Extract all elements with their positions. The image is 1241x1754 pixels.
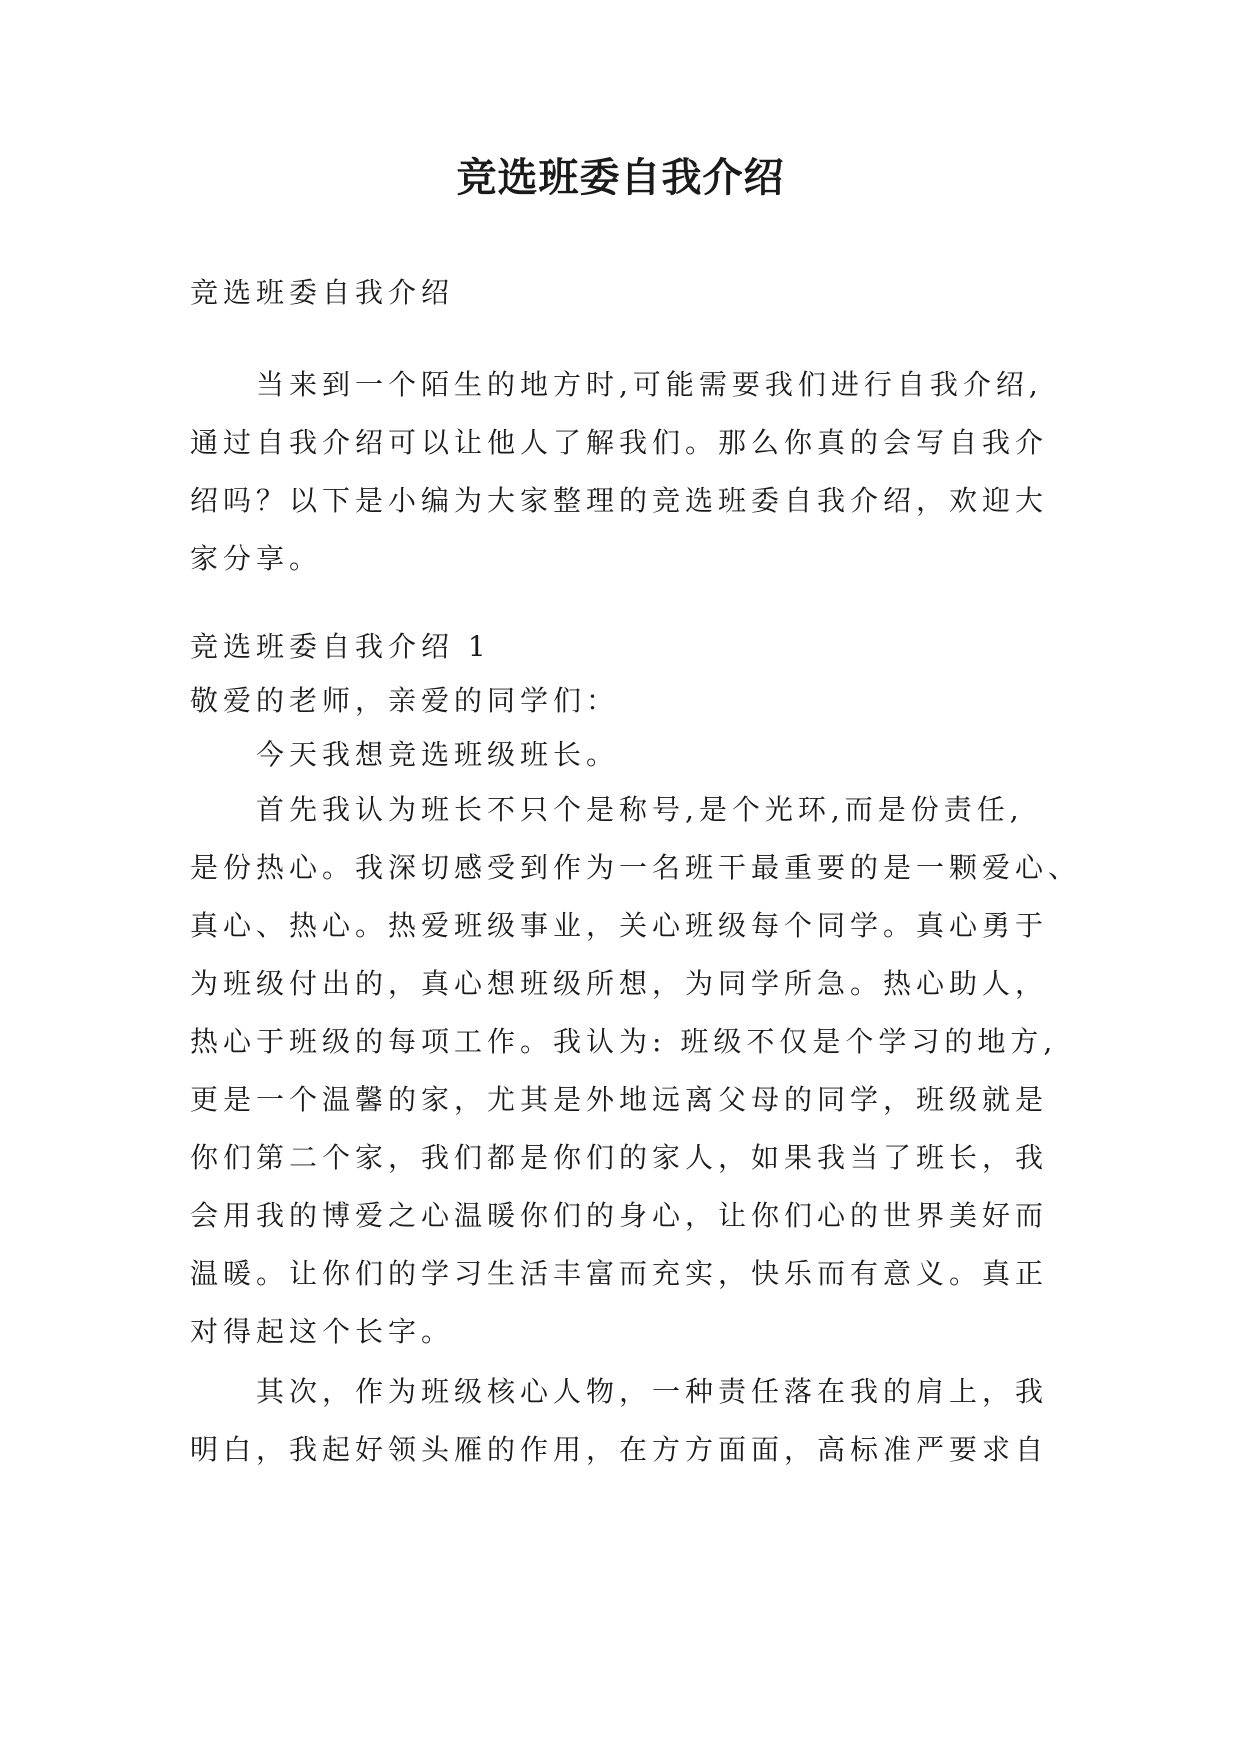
paragraph-line: 你们第二个家，我们都是你们的家人，如果我当了班长，我 (190, 1141, 1049, 1174)
intro-line: 家分享。 (190, 542, 323, 575)
intro-line: 绍吗？以下是小编为大家整理的竞选班委自我介绍，欢迎大 (190, 484, 1049, 517)
paragraph-line: 明白，我起好领头雁的作用，在方方面面，高标准严要求自 (190, 1433, 1049, 1466)
paragraph-line: 对得起这个长字。 (190, 1315, 455, 1348)
paragraph-line: 为班级付出的，真心想班级所想，为同学所急。热心助人， (190, 967, 1049, 1000)
paragraph-line: 其次，作为班级核心人物，一种责任落在我的肩上，我 (256, 1375, 1049, 1408)
intro-paragraph (190, 356, 1050, 588)
paragraph-line: 热心于班级的每项工作。我认为: 班级不仅是个学习的地方, (190, 1025, 1058, 1058)
body-paragraph-1: 今天我想竞选班级班长。 (256, 738, 620, 771)
paragraph-line: 首先我认为班长不只个是称号,是个光环,而是份责任, (256, 793, 1024, 826)
intro-line: 当来到一个陌生的地方时,可能需要我们进行自我介绍, (256, 368, 1043, 401)
document-subtitle: 竞选班委自我介绍 (190, 276, 455, 309)
section-heading: 竞选班委自我介绍 1 (190, 630, 491, 663)
paragraph-line: 温暖。让你们的学习生活丰富而充实，快乐而有意义。真正 (190, 1257, 1049, 1290)
intro-line: 通过自我介绍可以让他人了解我们。那么你真的会写自我介 (190, 426, 1049, 459)
paragraph-line: 更是一个温馨的家，尤其是外地远离父母的同学，班级就是 (190, 1083, 1049, 1116)
paragraph-line: 真心、热心。热爱班级事业，关心班级每个同学。真心勇于 (190, 909, 1049, 942)
paragraph-line: 会用我的博爱之心温暖你们的身心，让你们心的世界美好而 (190, 1199, 1049, 1232)
paragraph-line: 是份热心。我深切感受到作为一名班干最重要的是一颗爱心、 (190, 851, 1082, 884)
body-paragraph-3 (190, 1363, 1050, 1479)
body-paragraph-2 (190, 781, 1082, 1361)
document-title: 竞选班委自我介绍 (456, 154, 785, 201)
greeting-line: 敬爱的老师，亲爱的同学们： (190, 684, 620, 717)
